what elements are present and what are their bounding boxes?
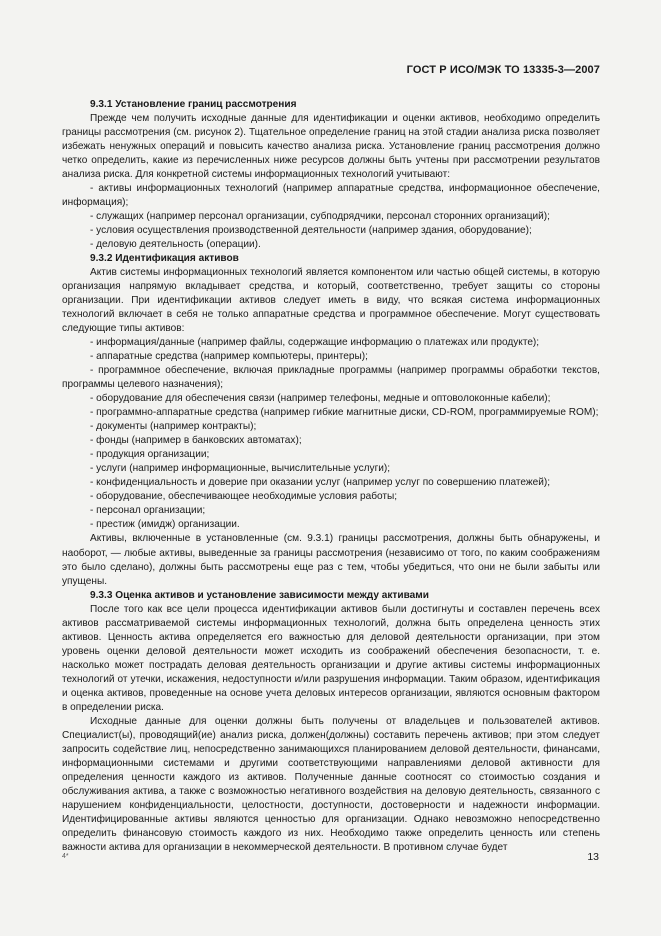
section-9-3-1-paragraph: Прежде чем получить исходные данные для идентификации и оценки активов, необходимо определить границы рассмотрения (см. рисунок 2). Тщательное определение границ на этой стадии анализа риска позволяет избежать ненужных операций и повысить качество анализа риска. Установление границ рассмотрения должно четко определить, какие из перечисленных ниже ресурсов должны быть учтены при рассмотрении результатов анализа риска. Для конкретной системы информационных технологий учитывают:: [62, 113, 600, 181]
section-9-3-3-paragraph-2: Исходные данные для оценки должны быть получены от владельцев и пользователей активов. Специалист(ы), проводящий(ие) анализ риска, должен(должны) составить перечень активов; при этом следует запросить содействие лиц, непосредственно занимающихся планированием деловой деятельности, финансами, информационными системами и другими соответствующими направлениями деловой активности для определения ценности каждого из активов. Полученные данные соотносят со стоимостью создания и обслуживания актива, а также с возможностью негативного воздействия на деловую деятельность, связанного с нарушением конфиденциальности, целостности, доступности, достоверности и надежности информации. Идентифицированные активы являются ценностью для организации. Однако невозможно непосредственно определить финансовую стоимость каждого из них. Необходимо также определить ценность или степень важности актива для организации в некоммерческой деятельности. В противном случае будет: [62, 715, 600, 853]
list-item: - услуги (например информационные, вычислительные услуги);: [90, 463, 391, 475]
list-item: - престиж (имидж) организации.: [90, 519, 240, 531]
list-item: - персонал организации;: [90, 505, 206, 517]
list-item: - служащих (например персонал организации, субподрядчики, персонал сторонних организаций);: [90, 211, 550, 223]
page-content: [62, 98, 600, 855]
list-item: - фонды (например в банковских автоматах);: [90, 435, 302, 447]
section-heading-9-3-2: 9.3.2 Идентификация активов: [90, 253, 239, 265]
list-item: - программное обеспечение, включая прикладные программы (например программы обработки текстов, программы целевого назначения);: [62, 365, 600, 391]
section-heading-9-3-1: 9.3.1 Установление границ рассмотрения: [90, 99, 297, 110]
list-item: - оборудование для обеспечения связи (например телефоны, медные и оптоволоконные кабели);: [90, 393, 551, 405]
list-item: - активы информационных технологий (например аппаратные средства, информационное обеспечение, информация);: [62, 183, 600, 209]
list-item: - информация/данные (например файлы, содержащие информацию о платежах или продукте);: [90, 337, 540, 349]
list-item: - деловую деятельность (операции).: [90, 239, 261, 251]
section-9-3-3-paragraph-1: После того как все цели процесса идентификации активов были достигнуты и составлен перечень всех активов рассматриваемой системы информационных технологий, должна быть определена ценность этих активов. Ценность актива определяется его важностью для деловой деятельности организации, при этом уровень оценки деловой деятельности может исходить из соображений обеспечения безопасности, т. е. насколько может пострадать деловая деятельность организации и другие активы системы информационных технологий от утечки, искажения, недоступности и/или разрушения информации. Таким образом, идентификация и оценка активов, проведенные на основе учета деловых интересов организации, являются основным фактором в определении риска.: [62, 603, 600, 713]
section-heading-9-3-3: 9.3.3 Оценка активов и установление зависимости между активами: [90, 589, 429, 601]
list-item: - условия осуществления производственной деятельности (например здания, оборудование);: [90, 225, 532, 237]
page-number: 13: [587, 851, 599, 863]
footer-mark: 4*: [62, 853, 69, 860]
list-item: - конфиденциальность и доверие при оказании услуг (например услуг по совершению платежей);: [90, 477, 551, 489]
section-9-3-2-closing: Активы, включенные в установленные (см. 9.3.1) границы рассмотрения, должны быть обнаружены, и наоборот, — любые активы, выведенные за границы рассмотрения (независимо от того, по каким соображениям это было сделано), должны быть рассмотрены еще раз с тем, чтобы убедиться, что они не были забыты или упущены.: [62, 533, 600, 587]
list-item: - аппаратные средства (например компьютеры, принтеры);: [90, 351, 368, 363]
list-item: - программно-аппаратные средства (например гибкие магнитные диски, CD-ROM, программируемые ROM);: [90, 407, 599, 419]
list-item: - продукция организации;: [90, 449, 210, 461]
section-9-3-2-paragraph: Актив системы информационных технологий является компонентом или частью общей системы, в которую организация напрямую вкладывает средства, и который, соответственно, требует защиты со стороны организации. При идентификации активов следует иметь в виду, что всякая система информационных технологий включает в себя не только аппаратные средства и программное обеспечение. Могут существовать следующие типы активов:: [62, 267, 600, 335]
list-item: - документы (например контракты);: [90, 421, 257, 433]
list-item: - оборудование, обеспечивающее необходимые условия работы;: [90, 491, 398, 503]
standard-header: ГОСТ Р ИСО/МЭК ТО 13335-3—2007: [406, 64, 600, 76]
